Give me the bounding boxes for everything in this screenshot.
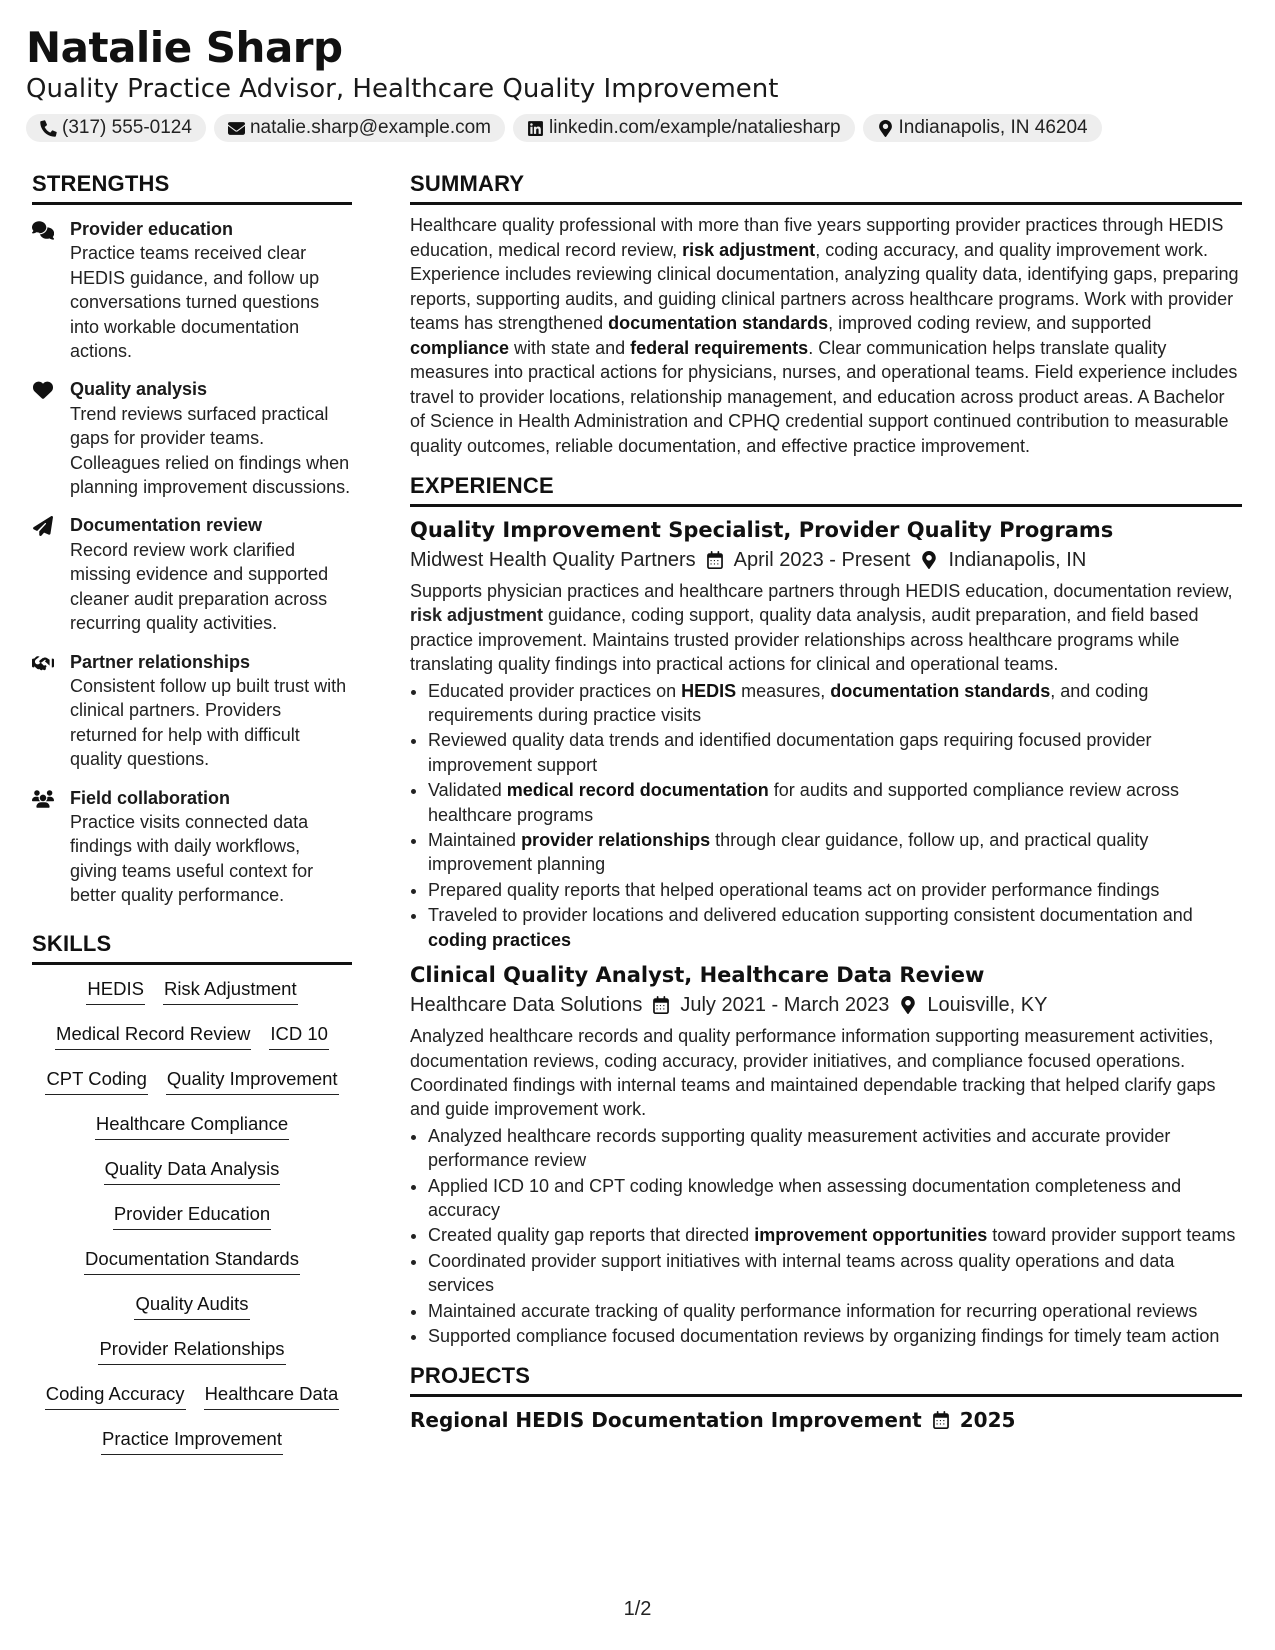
- strength-title: Partner relationships: [70, 651, 251, 672]
- skills-row: [32, 977, 352, 1022]
- strength-title: Documentation review: [70, 515, 263, 536]
- skill-tag: Quality Audits: [134, 1292, 249, 1320]
- skill-tag: Coding Accuracy: [45, 1382, 186, 1410]
- skill-tag: Practice Improvement: [101, 1427, 283, 1455]
- calendar-icon: [706, 551, 724, 569]
- bold-term: HEDIS: [681, 680, 737, 701]
- bold-term: risk adjustment: [410, 605, 544, 626]
- bullet-item: • Maintained provider relationships through clear guidance, follow up, and practical quality improvement planning: [428, 828, 1242, 877]
- strength-desc: Trend reviews surfaced practical gaps for provider teams. Colleagues relied on findings when planning improvement discussions.: [70, 403, 351, 498]
- handshake-icon: [32, 653, 54, 673]
- bullet-item: • Applied ICD 10 and CPT coding knowledge when assessing documentation completeness and accuracy: [428, 1174, 1242, 1223]
- candidate-headline: Quality Practice Advisor, Healthcare Quality Improvement: [26, 74, 779, 104]
- bold-term: documentation standards: [608, 313, 829, 333]
- job-entry: [410, 960, 1242, 1348]
- skills-row: [32, 1292, 352, 1337]
- contact-text: Indianapolis, IN 46204: [898, 117, 1088, 138]
- bullet-item: • Reviewed quality data trends and identified documentation gaps requiring focused provider improvement support: [428, 728, 1242, 777]
- calendar-icon: [932, 1411, 950, 1429]
- skills-row: [32, 1427, 352, 1472]
- strength-item: [32, 377, 352, 499]
- job-title: Quality Improvement Specialist, Provider Quality Programs: [410, 518, 1114, 542]
- skill-tag: HEDIS: [86, 977, 145, 1005]
- contact-text: natalie.sharp@example.com: [249, 117, 492, 138]
- skills-heading: SKILLS: [32, 930, 352, 965]
- skill-tag: Provider Education: [113, 1202, 271, 1230]
- skill-tag: Healthcare Compliance: [95, 1112, 289, 1140]
- strength-title: Provider education: [70, 219, 234, 239]
- contact-text: (317) 555-0124: [62, 117, 192, 138]
- skill-tag: Documentation Standards: [84, 1247, 300, 1275]
- strength-item: [32, 513, 352, 635]
- skill-tag: Quality Improvement: [166, 1067, 339, 1095]
- bullet-item: • Validated medical record documentation for audits and supported compliance review across healthcare programs: [428, 778, 1242, 827]
- strength-item: [32, 650, 352, 772]
- map-pin-icon: [899, 996, 917, 1014]
- projects-heading: PROJECTS: [410, 1362, 1242, 1397]
- contact-phone[interactable]: [26, 114, 206, 142]
- strength-title: Quality analysis: [70, 379, 208, 400]
- job-company: Midwest Health Quality Partners: [410, 549, 696, 571]
- bold-term: risk adjustment: [682, 239, 816, 260]
- skills-row: [32, 1067, 352, 1112]
- right-column: [410, 170, 1242, 1435]
- contact-bar: [26, 114, 1102, 142]
- bold-term: improvement opportunities: [754, 1225, 988, 1246]
- skill-tag: Healthcare Data: [204, 1382, 340, 1410]
- left-column: [32, 170, 352, 1472]
- linkedin-icon: [527, 120, 544, 137]
- bullet-item: • Educated provider practices on HEDIS measures, documentation standards, and coding requirements during practice visits: [428, 679, 1242, 728]
- summary-heading: SUMMARY: [410, 170, 1242, 205]
- heart-icon: [32, 380, 54, 400]
- project-entry: [410, 1405, 1242, 1435]
- bold-term: coding practices: [428, 929, 572, 950]
- skill-tag: Risk Adjustment: [163, 977, 298, 1005]
- skills-row: [32, 1382, 352, 1427]
- job-bullets: [410, 679, 1242, 952]
- summary-text: Healthcare quality professional with more than five years supporting provider practices through HEDIS education, medical record review, risk adjustment, coding accuracy, and quality improvement work. Experience includes reviewing clinical documentation, analyzing quality data, identifying gaps, preparing reports, supporting audits, and guiding clinical partners across healthcare programs. Work with provider teams has strengthened documentation standards, improved coding review, and supported compliance with state and federal requirements. Clear communication helps translate quality measures into practical actions for physicians, nurses, and operational teams. Field experience includes travel to provider locations, relationship management, and education across product areas. A Bachelor of Science in Health Administration and CPHQ credential support continued contribution to measurable quality outcomes, reliable documentation, and effective practice improvement.: [410, 215, 1239, 456]
- calendar-icon: [652, 996, 670, 1014]
- envelope-icon: [228, 120, 245, 137]
- skill-tag: Quality Data Analysis: [104, 1157, 281, 1185]
- skills-row: [32, 1112, 352, 1157]
- map-pin-icon: [877, 120, 894, 137]
- strength-item: [32, 786, 352, 908]
- contact-email[interactable]: [214, 114, 505, 142]
- skill-tag: Medical Record Review: [55, 1022, 251, 1050]
- skills-row: [32, 1157, 352, 1202]
- bullet-item: • Maintained accurate tracking of quality performance information for recurring operational reviews: [428, 1299, 1242, 1323]
- job-dates: July 2021 - March 2023: [680, 994, 890, 1017]
- skills-list: [32, 977, 352, 1472]
- skill-tag: ICD 10: [269, 1022, 329, 1050]
- paper-plane-icon: [32, 516, 54, 536]
- users-icon: [32, 789, 54, 809]
- experience-heading: EXPERIENCE: [410, 472, 1242, 507]
- bullet-item: • Traveled to provider locations and delivered education supporting consistent documentation and coding practices: [428, 903, 1242, 952]
- job-description: Analyzed healthcare records and quality performance information supporting measurement activities, documentation reviews, coding accuracy, provider initiatives, and compliance focused operations. Coordinated findings with internal teams and maintained dependable tracking that helped clarify gaps and guide improvement work.: [410, 1026, 1216, 1120]
- phone-icon: [40, 120, 57, 137]
- map-pin-icon: [920, 551, 938, 569]
- contact-linkedin[interactable]: [513, 114, 855, 142]
- strength-title: Field collaboration: [70, 787, 231, 808]
- skills-row: [32, 1202, 352, 1247]
- project-year: 2025: [959, 1408, 1016, 1433]
- strength-desc: Consistent follow up built trust with clinical partners. Providers returned for help with difficult quality questions.: [70, 675, 347, 770]
- contact-text: linkedin.com/example/nataliesharp: [549, 117, 841, 138]
- bullet-item: • Supported compliance focused documentation reviews by organizing findings for timely team action: [428, 1324, 1242, 1348]
- bold-term: documentation standards: [830, 680, 1051, 701]
- job-meta: [410, 545, 1242, 575]
- strength-desc: Record review work clarified missing evidence and supported cleaner audit preparation across recurring quality activities.: [70, 539, 329, 634]
- strengths-heading: STRENGTHS: [32, 170, 352, 205]
- skill-tag: CPT Coding: [45, 1067, 147, 1095]
- job-meta: [410, 990, 1242, 1020]
- comments-icon: [32, 220, 54, 240]
- job-bullets: [410, 1124, 1242, 1349]
- bold-term: provider relationships: [521, 830, 711, 851]
- job-description: Supports physician practices and healthcare partners through HEDIS education, documentation review, risk adjustment guidance, coding support, quality data analysis, audit preparation, and field based practice improvement. Maintains trusted provider relationships across healthcare programs while translating quality findings into practical actions for clinical and operational teams.: [410, 581, 1233, 675]
- job-entry: [410, 515, 1242, 952]
- bullet-item: • Coordinated provider support initiatives with internal teams across quality operations and data services: [428, 1249, 1242, 1298]
- bullet-item: • Created quality gap reports that directed improvement opportunities toward provider support teams: [428, 1223, 1242, 1247]
- job-location: Louisville, KY: [927, 994, 1048, 1017]
- bullet-item: • Prepared quality reports that helped operational teams act on provider performance findings: [428, 878, 1242, 902]
- page-number: 1/2: [623, 1598, 652, 1620]
- job-title: Clinical Quality Analyst, Healthcare Data Review: [410, 963, 985, 988]
- job-location: Indianapolis, IN: [948, 549, 1087, 571]
- bold-term: medical record documentation: [506, 780, 769, 801]
- job-dates: April 2023 - Present: [733, 549, 911, 571]
- strength-desc: Practice visits connected data findings with daily workflows, giving teams useful context for better quality performance.: [70, 811, 314, 906]
- project-title: Regional HEDIS Documentation Improvement: [410, 1408, 922, 1433]
- contact-location[interactable]: [863, 114, 1102, 142]
- bold-term: federal requirements: [630, 337, 809, 358]
- strength-desc: Practice teams received clear HEDIS guidance, and follow up conversations turned questions into workable documentation actions.: [70, 243, 320, 362]
- job-company: Healthcare Data Solutions: [410, 994, 643, 1017]
- skills-row: [32, 1247, 352, 1292]
- bullet-item: • Analyzed healthcare records supporting quality measurement activities and accurate provider performance review: [428, 1124, 1242, 1173]
- bold-term: compliance: [410, 337, 510, 358]
- skills-row: [32, 1337, 352, 1382]
- candidate-name: Natalie Sharp: [26, 23, 343, 72]
- skill-tag: Provider Relationships: [98, 1337, 285, 1365]
- strength-item: [32, 217, 352, 363]
- skills-row: [32, 1022, 352, 1067]
